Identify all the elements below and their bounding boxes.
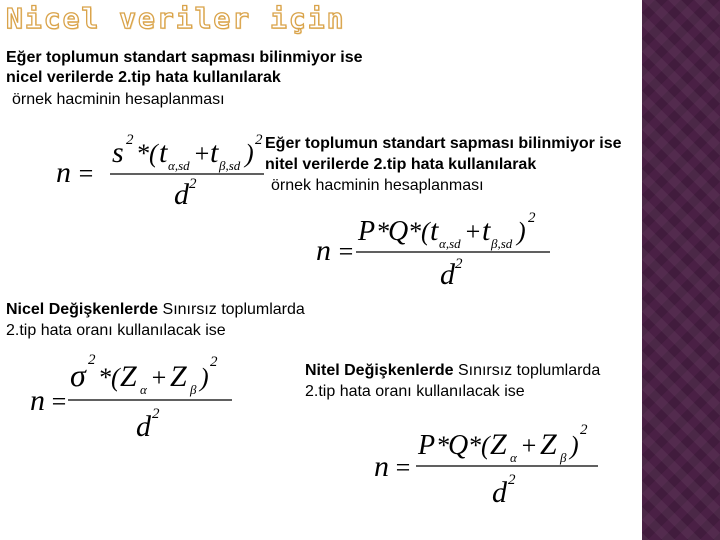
svg-text:α,sd: α,sd: [168, 158, 190, 173]
block1-line2: nicel verilerde 2.tip hata kullanılarak: [6, 69, 281, 86]
svg-text:*(: *(: [136, 139, 158, 168]
svg-text:): ): [517, 217, 526, 246]
svg-text:α: α: [510, 450, 517, 465]
svg-text:β,sd: β,sd: [219, 158, 241, 173]
svg-text:=: =: [50, 387, 68, 416]
svg-text:2: 2: [255, 132, 263, 148]
svg-text:*(: *(: [98, 363, 120, 392]
svg-text:2: 2: [580, 422, 588, 438]
block3-line2: 2.tip hata oranı kullanılacak ise: [6, 322, 226, 339]
svg-text:=: =: [77, 159, 95, 188]
formula-nitel-z: [370, 418, 610, 510]
block2-line1: Eğer toplumun standart sapması bilinmiyor ise: [265, 135, 622, 152]
svg-text:α,sd: α,sd: [439, 236, 461, 251]
svg-text:Z: Z: [170, 360, 187, 393]
formula-nicel-z: [26, 348, 246, 444]
svg-text:t: t: [210, 136, 219, 169]
svg-text:): ): [570, 431, 579, 460]
svg-text:P: P: [358, 216, 376, 247]
block4-line2: 2.tip hata oranı kullanılacak ise: [305, 383, 525, 400]
svg-text:d: d: [440, 258, 455, 290]
svg-text:Q: Q: [388, 216, 409, 247]
svg-text:Z: Z: [490, 428, 507, 461]
svg-text:*(: *(: [468, 431, 490, 460]
formula-lhs: n: [56, 156, 71, 189]
svg-text:): ): [245, 139, 254, 168]
block2-line3: örnek hacminin hesaplanması: [271, 177, 484, 194]
svg-text:*: *: [436, 431, 449, 460]
svg-text:Z: Z: [120, 360, 137, 393]
svg-text:2: 2: [126, 132, 134, 148]
formula-nicel-t: [52, 128, 272, 212]
block3-line1: [6, 300, 305, 320]
svg-text:t: t: [430, 214, 439, 247]
svg-text:+: +: [150, 363, 168, 392]
block4-line1: [305, 361, 600, 381]
svg-text:β: β: [560, 450, 567, 465]
decorative-sidebar: [642, 0, 720, 540]
block1-line3: örnek hacminin hesaplanması: [12, 91, 225, 108]
svg-text:Z: Z: [540, 428, 557, 461]
svg-text:β: β: [190, 382, 197, 397]
svg-text:s: s: [112, 136, 124, 169]
svg-text:P: P: [418, 430, 436, 461]
svg-text:2: 2: [189, 176, 197, 192]
svg-text:=: =: [394, 453, 412, 482]
svg-text:σ: σ: [70, 357, 86, 393]
svg-text:d: d: [492, 476, 507, 509]
slide-title: Nicel veriler için: [6, 2, 346, 35]
svg-text:2: 2: [508, 472, 516, 488]
svg-text:): ): [200, 363, 209, 392]
svg-text:α: α: [140, 382, 147, 397]
svg-text:2: 2: [88, 352, 96, 368]
block3-bold: Nicel Değişkenlerde: [6, 301, 159, 318]
svg-text:d: d: [174, 178, 189, 211]
svg-text:2: 2: [152, 406, 160, 422]
svg-text:d: d: [136, 410, 151, 443]
svg-text:t: t: [159, 136, 168, 169]
svg-text:+: +: [464, 217, 482, 246]
svg-text:2: 2: [528, 210, 536, 226]
svg-text:n: n: [316, 234, 331, 267]
svg-text:n: n: [374, 450, 389, 483]
svg-text:2: 2: [210, 354, 218, 370]
block4-rest: Sınırsız toplumlarda: [453, 362, 601, 379]
block1-line1: Eğer toplumun standart sapması bilinmiyor ise: [6, 49, 363, 66]
svg-text:*(: *(: [408, 217, 430, 246]
svg-text:+: +: [520, 431, 538, 460]
svg-text:t: t: [482, 214, 491, 247]
svg-text:=: =: [337, 237, 355, 266]
block2-line2: nitel verilerde 2.tip hata kullanılarak: [265, 156, 537, 173]
svg-text:2: 2: [455, 256, 463, 272]
svg-text:n: n: [30, 384, 45, 417]
svg-text:β,sd: β,sd: [491, 236, 513, 251]
block4-bold: Nitel Değişkenlerde: [305, 362, 454, 379]
formula-nitel-t: [312, 204, 562, 290]
svg-text:*: *: [376, 217, 389, 246]
svg-text:Q: Q: [448, 430, 469, 461]
block3-rest: Sınırsız toplumlarda: [158, 301, 305, 318]
svg-text:+: +: [193, 139, 211, 168]
